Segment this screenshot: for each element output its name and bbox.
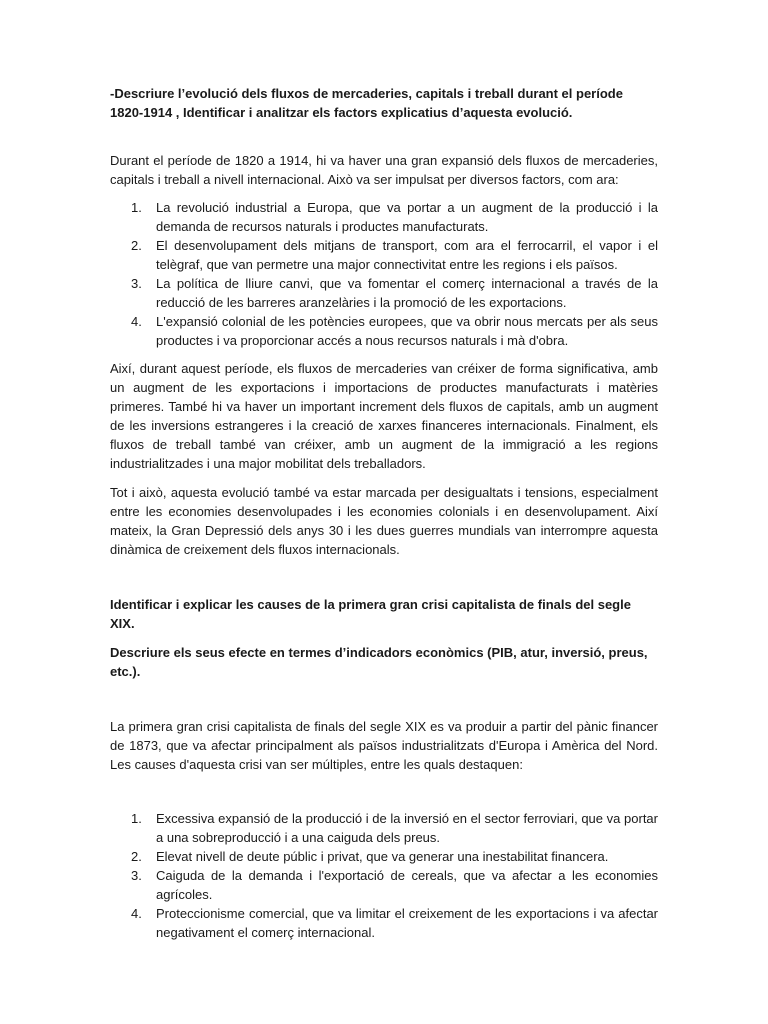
list-item [110,312,658,350]
section1-heading: -Descriure l’evolució dels fluxos de mercaderies, capitals i treball durant el període 1820-1914 , Identificar i analitzar els factors explicatius d’aquesta evolució. [110,86,623,120]
list-item [110,236,658,274]
section2-intro: La primera gran crisi capitalista de finals del segle XIX es va produir a partir del pànic financer de 1873, que va afectar principalment als països industrialitzats d'Europa i Amèrica del Nord. Les causes d'aquesta crisi van ser múltiples, entre les quals destaquen: [110,719,658,772]
list-number: 3. [131,276,142,291]
list-text: Elevat nivell de deute públic i privat, que va generar una inestabilitat financera. [156,849,609,864]
list-number: 4. [131,906,142,921]
list-number: 4. [131,314,142,329]
list-number: 2. [131,849,142,864]
list-text: Caiguda de la demanda i l'exportació de cereals, que va afectar a les economies agrícoles. [156,868,658,902]
list-text: Excessiva expansió de la producció i de la inversió en el sector ferroviari, que va portar a una sobreproducció i a una caiguda dels preus. [156,811,658,845]
section1-intro: Durant el període de 1820 a 1914, hi va haver una gran expansió dels fluxos de mercaderies, capitals i treball a nivell internacional. Això va ser impulsat per diversos factors, com ara: [110,153,658,187]
list-text: La revolució industrial a Europa, que va portar a un augment de la producció i la demanda de recursos naturals i productes manufacturats. [156,200,658,234]
list-number: 1. [131,200,142,215]
list-number: 2. [131,238,142,253]
list-item [110,274,658,312]
list-text: El desenvolupament dels mitjans de transport, com ara el ferrocarril, el vapor i el telègraf, que van permetre una major connectivitat entre les regions i els països. [156,238,658,272]
list-item [110,198,658,236]
list-text: Proteccionisme comercial, que va limitar el creixement de les exportacions i va afectar negativament el comerç internacional. [156,906,658,940]
section2-heading-2: Descriure els seus efecte en termes d’indicadors econòmics (PIB, atur, inversió, preus, etc.). [110,645,648,679]
list-item [110,809,658,847]
list-number: 3. [131,868,142,883]
section1-paragraph-2: Així, durant aquest període, els fluxos de mercaderies van créixer de forma significativa, amb un augment de les exportacions i importacions de productes manufacturats i matèries primeres. També hi va haver un important increment dels fluxos de capitals, amb un augment de les inversions estrangeres i la creació de xarxes financeres internacionals. Finalment, els fluxos de treball també van créixer, amb un augment de la immigració a les regions industrialitzades i una major mobilitat dels treballadors. [110,361,658,471]
list-item [110,866,658,904]
section1-paragraph-3: Tot i això, aquesta evolució també va estar marcada per desigualtats i tensions, especialment entre les economies desenvolupades i les economies colonials i en desenvolupament. Així mateix, la Gran Depressió dels anys 30 i les dues guerres mundials van interrompre aquesta dinàmica de creixement dels fluxos internacionals. [110,485,658,557]
list-text: La política de lliure canvi, que va fomentar el comerç internacional a través de la reducció de les barreres aranzelàries i la promoció de les exportacions. [156,276,658,310]
causes-list [110,809,658,942]
factors-list [110,198,658,350]
list-item [110,904,658,942]
list-item [110,847,658,866]
section2-heading-1: Identificar i explicar les causes de la primera gran crisi capitalista de finals del segle XIX. [110,597,631,631]
list-number: 1. [131,811,142,826]
list-text: L'expansió colonial de les potències europees, que va obrir nous mercats per als seus productes i va proporcionar accés a nous recursos naturals i mà d'obra. [156,314,658,348]
